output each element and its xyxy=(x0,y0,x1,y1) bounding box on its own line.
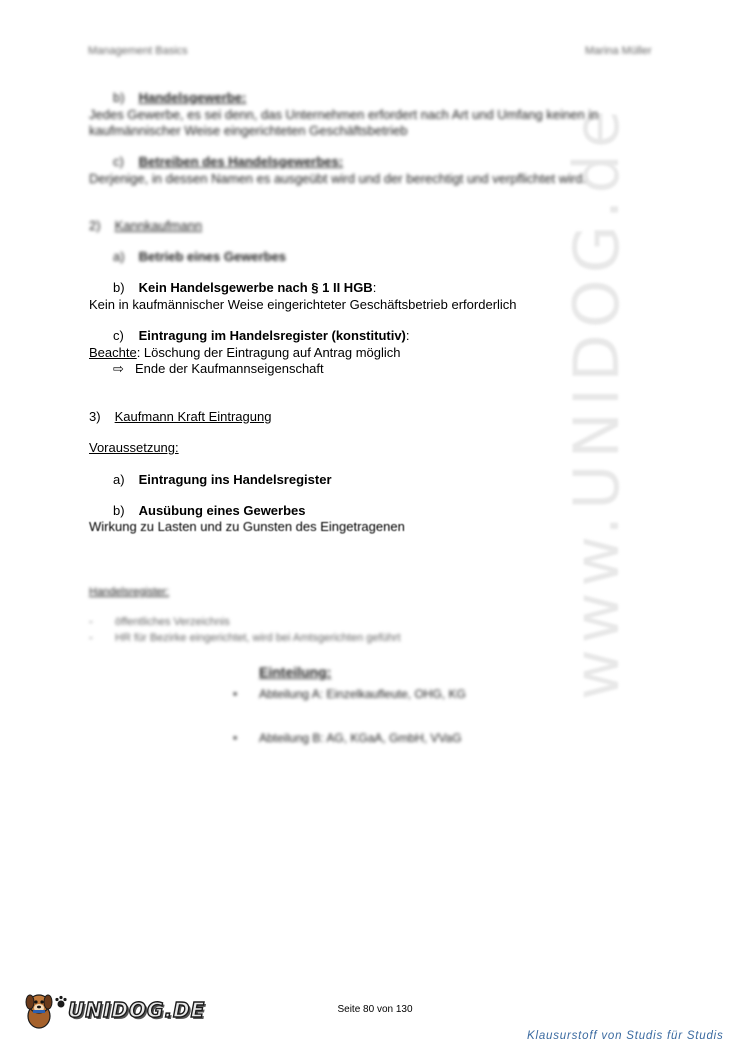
item-title: Kein Handelsgewerbe nach § 1 II HGB xyxy=(138,280,373,295)
list-item xyxy=(233,687,466,701)
section-title: Kannkaufmann xyxy=(114,218,203,233)
division-title: Einteilung: xyxy=(259,664,332,680)
paw-icon xyxy=(54,995,68,1012)
item-title: Eintragung im Handelsregister (konstitutiv) xyxy=(138,328,406,343)
item-colon: : xyxy=(405,328,410,343)
paragraph-line: Derjenige, in dessen Namen es ausgeübt wird und der berechtigt und verpflichtet wird. xyxy=(89,171,587,186)
item-b-ausuebung xyxy=(113,503,306,518)
list-item-text: öffentliches Verzeichnis xyxy=(115,616,230,628)
bullet-icon: • xyxy=(233,687,238,701)
prerequisite-label: Voraussetzung: xyxy=(89,440,179,455)
section-heading-2 xyxy=(89,218,202,233)
list-item xyxy=(89,632,401,644)
item-a-eintragung xyxy=(113,472,332,487)
note-label: Beachte xyxy=(89,345,137,360)
section-title: Kaufmann Kraft Eintragung xyxy=(114,409,272,424)
list-item xyxy=(89,616,230,628)
item-title: Eintragung ins Handelsregister xyxy=(138,472,332,487)
logo-text: UNIDOG.DE xyxy=(68,998,206,1022)
dash-icon: - xyxy=(89,616,93,628)
item-b-handelsgewerbe xyxy=(113,90,246,105)
paragraph-line: kaufmännischer Weise eingerichteten Geschäftsbetrieb xyxy=(89,123,408,138)
item-a-betrieb xyxy=(113,249,286,264)
item-title: Ausübung eines Gewerbes xyxy=(138,503,306,518)
list-item-text: Abteilung A: Einzelkaufleute, OHG, KG xyxy=(259,687,466,701)
list-item xyxy=(233,731,462,745)
header-left: Management Basics xyxy=(88,45,188,57)
note-text: : Löschung der Eintragung auf Antrag möglich xyxy=(136,345,401,360)
note-line xyxy=(89,345,401,360)
consequence-line xyxy=(113,361,324,377)
item-c-betreiben xyxy=(113,154,343,169)
item-label: b) xyxy=(113,503,125,518)
item-colon: : xyxy=(372,280,377,295)
item-label: a) xyxy=(113,472,125,487)
watermark: www.UNIDOG.de xyxy=(560,104,633,700)
consequence-text: Ende der Kaufmannseigenschaft xyxy=(135,361,324,376)
item-c-eintragung xyxy=(113,328,410,343)
item-label: a) xyxy=(113,249,125,264)
item-title: Betrieb eines Gewerbes xyxy=(138,249,287,264)
page-number: Seite 80 von 130 xyxy=(337,1004,413,1015)
item-label: b) xyxy=(113,280,125,295)
unidog-logo xyxy=(22,990,205,1030)
list-item-text: Abteilung B: AG, KGaA, GmbH, VVaG xyxy=(259,731,462,745)
dog-icon xyxy=(22,990,56,1030)
item-label: c) xyxy=(113,154,124,169)
arrow-right-icon: ⇨ xyxy=(113,361,124,376)
footer-slogan: Klausurstoff von Studis für Studis xyxy=(527,1030,724,1042)
section-number: 3) xyxy=(89,409,101,424)
section-number: 2) xyxy=(89,218,101,233)
bullet-icon: • xyxy=(233,731,238,745)
item-label: c) xyxy=(113,328,124,343)
section-heading-3 xyxy=(89,409,271,424)
item-label: b) xyxy=(113,90,125,105)
item-title: Betreiben des Handelsgewerbes: xyxy=(138,154,344,169)
dash-icon: - xyxy=(89,632,93,644)
item-b-kein-handelsgewerbe xyxy=(113,280,376,295)
paragraph-line: Kein in kaufmännischer Weise eingerichteter Geschäftsbetrieb erforderlich xyxy=(89,297,517,312)
header-right: Marina Müller xyxy=(585,45,652,57)
item-title: Handelsgewerbe: xyxy=(138,90,247,105)
register-title: Handelsregister: xyxy=(89,586,170,598)
effect-line: Wirkung zu Lasten und zu Gunsten des Eingetragenen xyxy=(89,519,405,534)
paragraph-line: Jedes Gewerbe, es sei denn, das Unternehmen erfordert nach Art und Umfang keinen in xyxy=(89,107,599,122)
list-item-text: HR für Bezirke eingerichtet, wird bei Amtsgerichten geführt xyxy=(115,632,401,644)
